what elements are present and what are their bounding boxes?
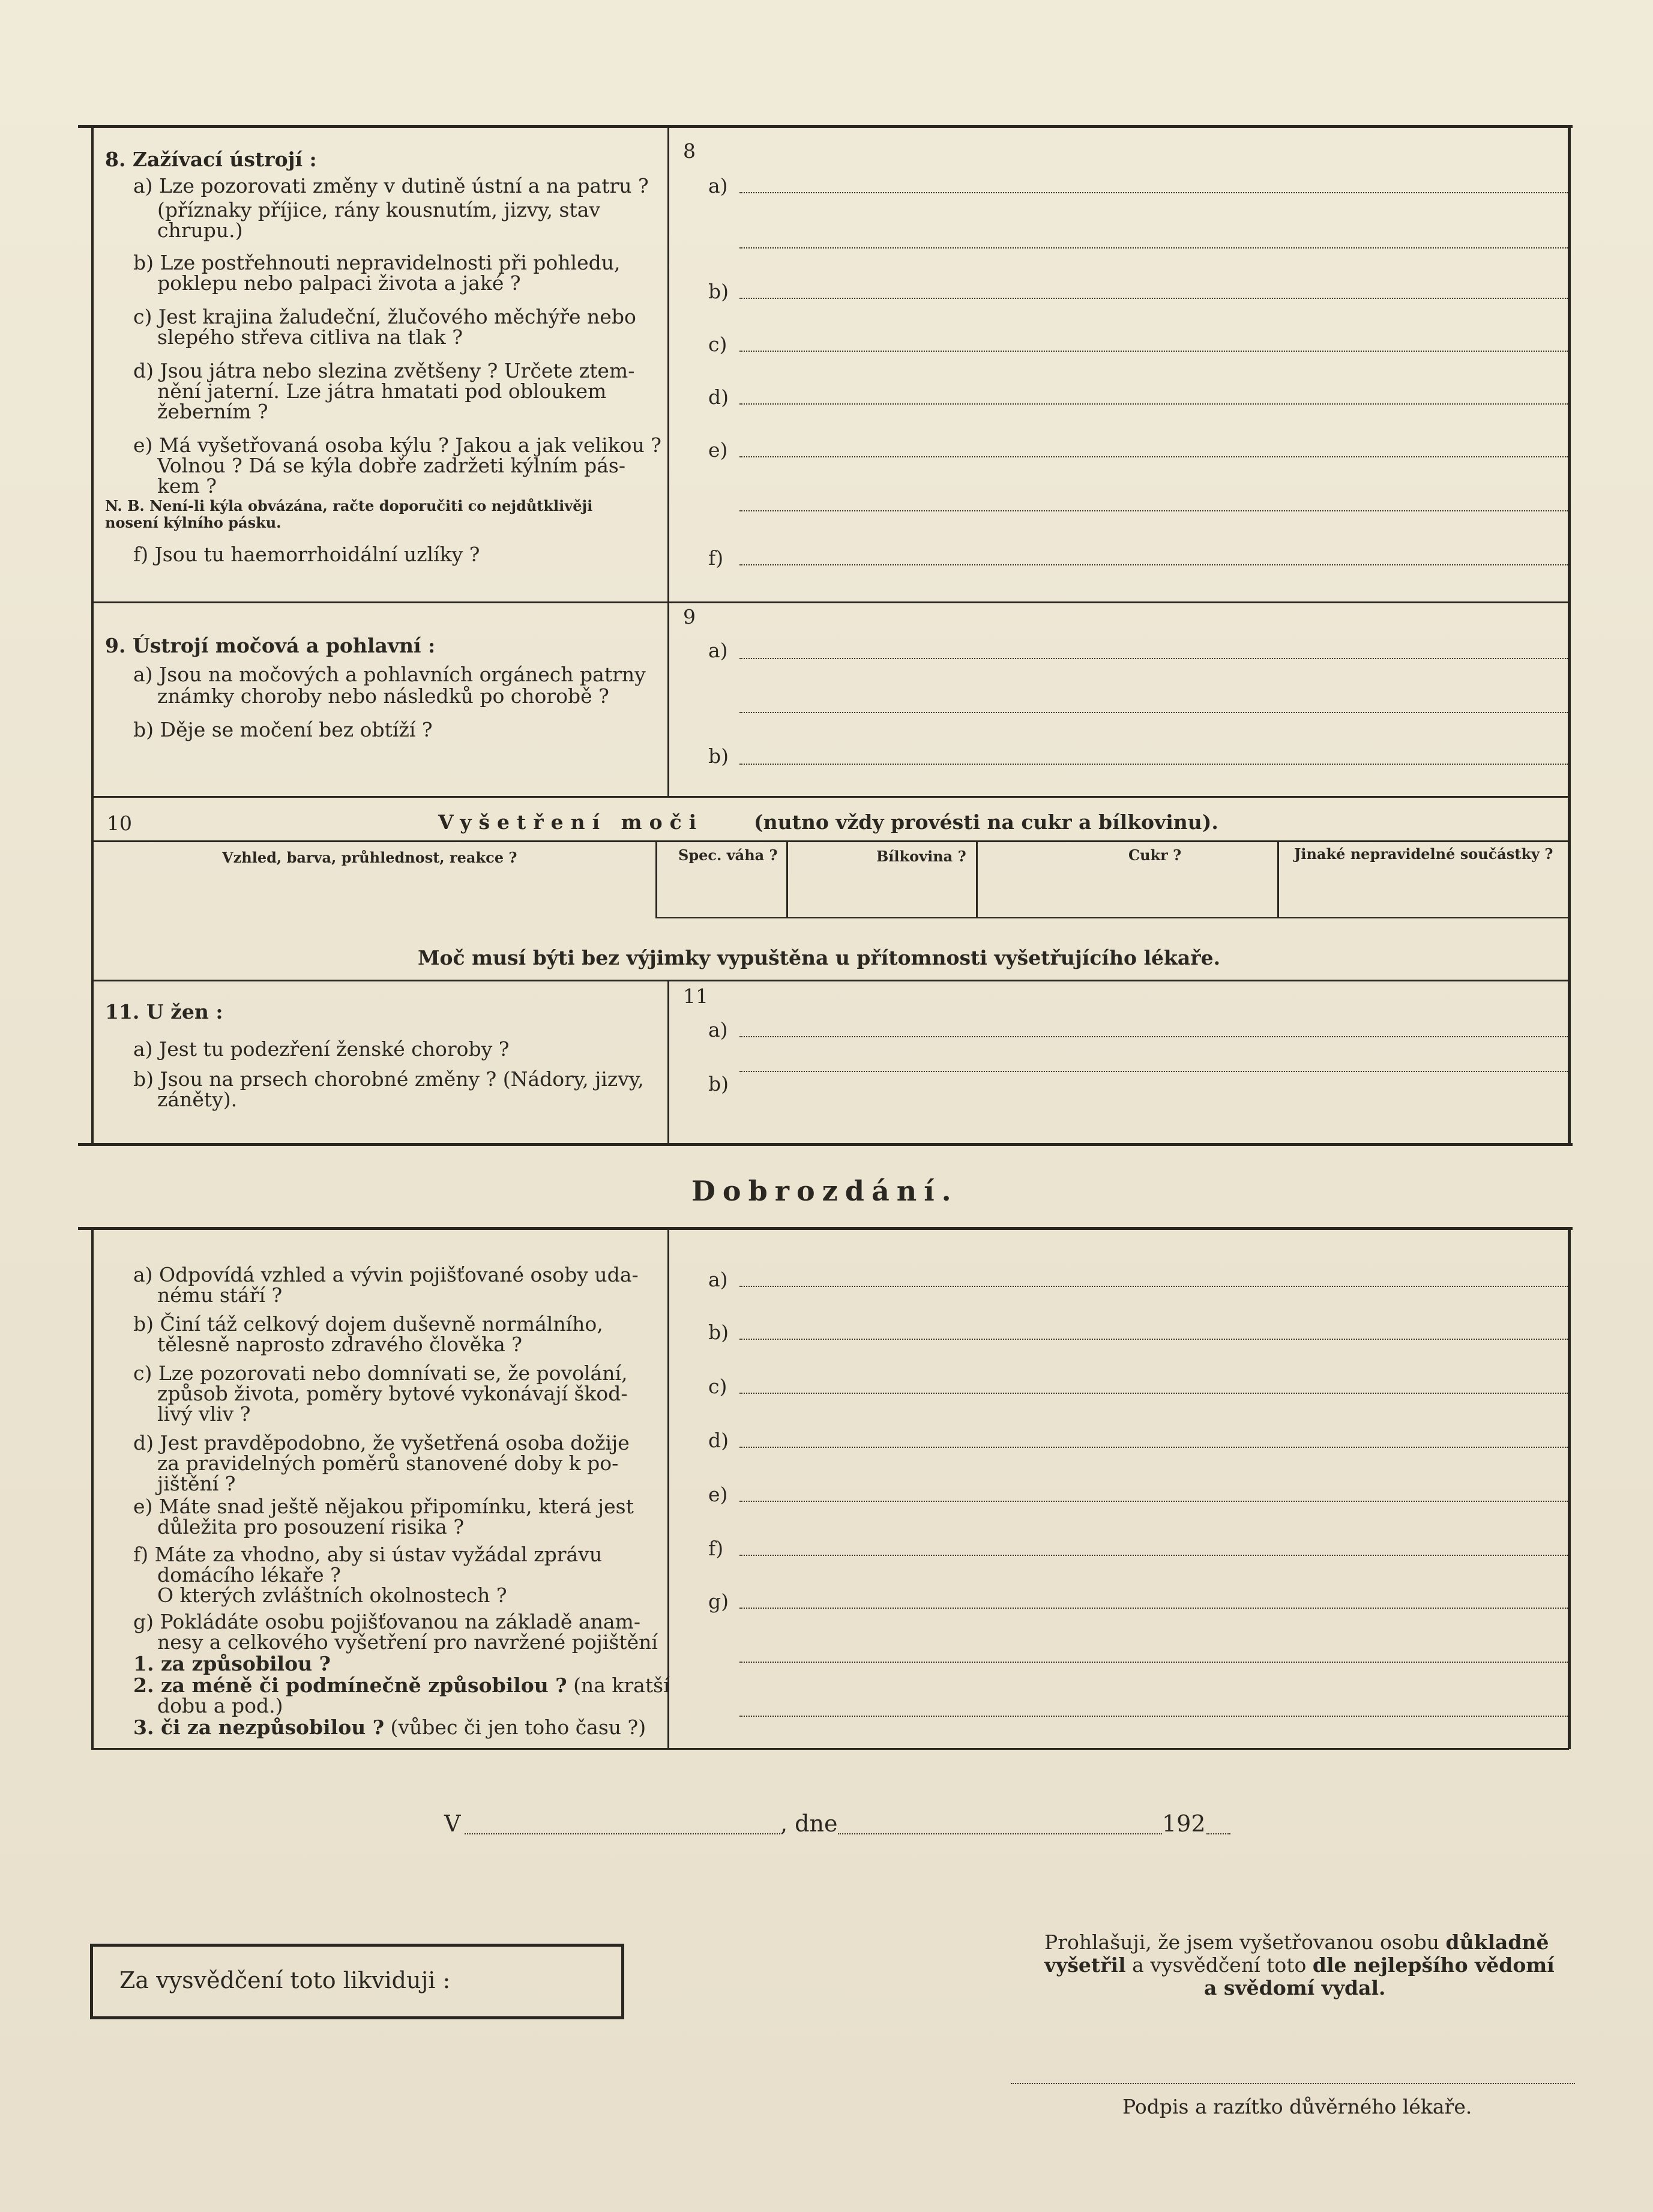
s8-answer-a-line2[interactable] <box>739 247 1568 249</box>
liquidation-label: Za vysvědčení toto likviduji : <box>119 1967 451 1994</box>
dob-q-e-2: důležita pro posouzení risika ? <box>157 1515 465 1538</box>
right-border <box>1568 125 1571 1145</box>
dob-q-c-1: c) Lze pozorovati nebo domnívati se, že povolání, <box>133 1361 628 1385</box>
section-11-title: 11. U žen : <box>105 1000 223 1023</box>
s9-answer-a-line2[interactable] <box>739 712 1568 713</box>
s10-title: Vyšetření moči <box>438 810 704 834</box>
upper-table-bottom-rule <box>78 1143 1573 1146</box>
dobrozdani-right-border <box>1568 1227 1571 1749</box>
s10-col-spec-gravity: Spec. váha ? <box>678 846 778 864</box>
dob-answer-g-line[interactable] <box>739 1608 1568 1609</box>
s8-answer-b-line[interactable] <box>739 298 1568 299</box>
declaration-line-2-text: a vysvědčení toto <box>1125 1953 1313 1977</box>
dob-q-b-1: b) Činí táž celkový dojem duševně normálního, <box>133 1312 603 1336</box>
s9-q-a-2: známky choroby nebo následků po chorobě ? <box>157 684 609 708</box>
date-field[interactable] <box>838 1833 1162 1834</box>
s8-q-b-2: poklepu nebo palpaci života a jaké ? <box>157 271 521 295</box>
dob-letter-b: b) <box>708 1321 729 1344</box>
dob-q-g-option-2-cont: dobu a pod.) <box>157 1694 283 1717</box>
s10-col-div-3 <box>976 840 978 918</box>
declaration-line-3: a svědomí vydal. <box>1204 1976 1386 2000</box>
s8-q-e-1: e) Má vyšetřovaná osoba kýlu ? Jakou a jak velikou ? <box>133 433 661 457</box>
s10-col-other: Jinaké nepravidelné součástky ? <box>1294 845 1553 863</box>
dob-letter-e: e) <box>708 1483 728 1506</box>
dob-answer-d-line[interactable] <box>739 1447 1568 1448</box>
dob-q-d-2: za pravidelných poměrů stanovené doby k po- <box>157 1451 619 1475</box>
dob-q-g-1: g) Pokládáte osobu pojišťovanou na základě anam- <box>133 1610 640 1633</box>
date-label: , dne <box>780 1810 838 1837</box>
year-prefix: 192 <box>1162 1810 1206 1837</box>
dob-q-g-option-3-bold: 3. či za nezpůsobilou ? <box>133 1716 385 1739</box>
s8-letter-e: e) <box>708 438 728 462</box>
left-border <box>91 125 94 1145</box>
center-divider-upper <box>667 125 669 796</box>
s11-letter-a: a) <box>708 1018 728 1041</box>
s8-q-d-2: nění jaterní. Lze játra hmatati pod obloukem <box>157 379 607 403</box>
s8-answer-a-line[interactable] <box>739 192 1568 193</box>
s9-answer-b-line[interactable] <box>739 764 1568 765</box>
declaration-line-1-text: Prohlašuji, že jsem vyšetřovanou osobu <box>1044 1930 1446 1954</box>
s8-q-c-2: slepého střeva citliva na tlak ? <box>157 325 463 349</box>
s10-col-div-4 <box>1277 840 1279 918</box>
dob-q-g-option-1: 1. za způsobilou ? <box>133 1652 331 1675</box>
s10-col-protein: Bílkovina ? <box>876 848 966 865</box>
divider-10-11 <box>91 980 1569 981</box>
dobrozdani-center-divider <box>667 1227 669 1749</box>
s11-q-b-1: b) Jsou na prsech chorobné změny ? (Nádory, jizvy, <box>133 1067 644 1091</box>
liquidation-box[interactable] <box>90 1944 624 2019</box>
s9-answer-number: 9 <box>683 605 696 628</box>
s10-col-div-2 <box>786 840 788 918</box>
dob-q-c-3: livý vliv ? <box>157 1402 251 1426</box>
dobrozdani-heading: Dobrozdání. <box>691 1175 959 1207</box>
signature-line[interactable] <box>1011 2083 1575 2084</box>
dob-q-d-1: d) Jest pravděpodobno, že vyšetřená osoba dožije <box>133 1431 630 1454</box>
dob-q-g-option-2-note: (na kratší <box>567 1674 670 1697</box>
dob-letter-g: g) <box>708 1590 729 1613</box>
s8-q-a-1: a) Lze pozorovati změny v dutině ústní a na patru ? <box>133 174 649 197</box>
s10-col-appearance: Vzhled, barva, průhlednost, reakce ? <box>222 849 517 866</box>
s9-q-a-1: a) Jsou na močových a pohlavních orgánech patrny <box>133 663 646 686</box>
dob-q-g-option-2-bold: 2. za méně či podmínečně způsobilou ? <box>133 1674 567 1697</box>
year-field[interactable] <box>1206 1833 1230 1834</box>
s9-answer-a-line[interactable] <box>739 658 1568 659</box>
s8-answer-e-line[interactable] <box>739 456 1568 457</box>
s11-answer-a-line[interactable] <box>739 1036 1568 1037</box>
dob-q-g-option-3-note: (vůbec či jen toho času ?) <box>384 1716 646 1739</box>
s8-letter-c: c) <box>708 333 727 356</box>
s8-q-e-3: kem ? <box>157 474 217 498</box>
dob-answer-b-line[interactable] <box>739 1339 1568 1340</box>
declaration-line-1-bold: důkladně <box>1445 1930 1549 1954</box>
s10-col-sugar: Cukr ? <box>1128 846 1182 864</box>
s8-answer-c-line[interactable] <box>739 351 1568 352</box>
dob-q-d-3: jištění ? <box>157 1472 236 1495</box>
declaration-line-2-bold-a: vyšetřil <box>1044 1953 1126 1977</box>
dobrozdani-left-border <box>91 1227 94 1749</box>
s8-q-a-2: (příznaky příjice, rány kousnutím, jizvy, stav <box>157 198 601 222</box>
declaration-line-2-bold-b: dle nejlepšího vědomí <box>1312 1953 1555 1977</box>
s8-q-f-1: f) Jsou tu haemorrhoidální uzlíky ? <box>133 543 480 566</box>
divider-8-9 <box>91 601 1569 603</box>
section-8-title: 8. Zažívací ústrojí : <box>105 148 317 171</box>
s11-q-a-1: a) Jest tu podezření ženské choroby ? <box>133 1037 510 1061</box>
s8-q-d-1: d) Jsou játra nebo slezina zvětšeny ? Určete ztem- <box>133 359 635 382</box>
s8-q-c-1: c) Jest krajina žaludeční, žlučového měchýře nebo <box>133 305 636 328</box>
divider-9-10 <box>91 796 1569 798</box>
dob-q-e-1: e) Máte snad ještě nějakou připomínku, která jest <box>133 1495 634 1518</box>
dob-q-g-option-3 <box>133 1716 646 1740</box>
dob-answer-e-line[interactable] <box>739 1501 1568 1502</box>
s9-letter-a: a) <box>708 639 728 662</box>
signature-label: Podpis a razítko důvěrného lékaře. <box>1122 2095 1472 2118</box>
place-label: V <box>444 1810 461 1837</box>
dob-q-a-2: nému stáří ? <box>157 1283 283 1307</box>
s11-answer-a-line2[interactable] <box>739 1071 1568 1072</box>
center-divider-lower <box>667 981 669 1143</box>
s8-q-b-1: b) Lze postřehnouti nepravidelnosti při pohledu, <box>133 251 621 274</box>
declaration-line-2 <box>1044 1953 1555 1977</box>
s8-nb-2: nosení kýlního pásku. <box>105 514 282 531</box>
top-rule <box>78 125 1573 128</box>
dob-q-b-2: tělesně naprosto zdravého člověka ? <box>157 1333 523 1356</box>
dob-q-a-1: a) Odpovídá vzhled a vývin pojišťované osoby uda- <box>133 1263 639 1286</box>
s8-q-d-3: žeberním ? <box>157 400 268 423</box>
s8-q-a-3: chrupu.) <box>157 218 243 242</box>
s11-q-b-2: záněty). <box>157 1088 238 1111</box>
dob-answer-g-line3[interactable] <box>739 1716 1568 1717</box>
dob-q-f-3: O kterých zvláštních okolnostech ? <box>157 1584 507 1607</box>
dob-q-f-2: domácího lékaře ? <box>157 1563 341 1587</box>
dob-q-g-2: nesy a celkového vyšetření pro navržené pojištění <box>157 1630 658 1654</box>
s8-q-e-2: Volnou ? Dá se kýla dobře zadržeti kýlním pás- <box>157 454 625 477</box>
dob-q-f-1: f) Máte za vhodno, aby si ústav vyžádal zprávu <box>133 1543 603 1566</box>
s8-letter-a: a) <box>708 174 728 197</box>
dob-q-c-2: způsob života, poměry bytové vykonávají škod- <box>157 1382 628 1405</box>
s9-q-b-1: b) Děje se močení bez obtíží ? <box>133 718 433 741</box>
s8-answer-d-line[interactable] <box>739 403 1568 405</box>
dob-answer-f-line[interactable] <box>739 1555 1568 1556</box>
dob-answer-c-line[interactable] <box>739 1393 1568 1394</box>
s10-number: 10 <box>107 812 132 835</box>
s11-letter-b: b) <box>708 1072 729 1095</box>
dobrozdani-bottom-rule <box>91 1748 1569 1750</box>
declaration-line-1 <box>1044 1930 1549 1954</box>
s8-answer-number: 8 <box>683 139 696 163</box>
dob-answer-g-line2[interactable] <box>739 1662 1568 1663</box>
s9-letter-b: b) <box>708 744 729 768</box>
dob-letter-d: d) <box>708 1429 729 1452</box>
s8-letter-f: f) <box>708 546 724 570</box>
s11-answer-number: 11 <box>683 984 708 1008</box>
dobrozdani-top-rule <box>78 1227 1573 1230</box>
dob-letter-f: f) <box>708 1537 724 1560</box>
s8-nb-1: N. B. Není-li kýla obvázána, račte doporučiti co nejdůtklivěji <box>105 497 593 514</box>
dob-answer-a-line[interactable] <box>739 1286 1568 1287</box>
dob-letter-c: c) <box>708 1375 727 1398</box>
place-field[interactable] <box>465 1833 780 1834</box>
s8-letter-d: d) <box>708 385 729 409</box>
dob-letter-a: a) <box>708 1268 728 1291</box>
s10-cells-bottom <box>655 917 1569 918</box>
s8-letter-b: b) <box>708 280 729 303</box>
s10-footer: Moč musí býti bez výjimky vypuštěna u přítomnosti vyšetřujícího lékaře. <box>418 946 1221 969</box>
s8-answer-f-line[interactable] <box>739 564 1568 565</box>
s8-answer-e-line2[interactable] <box>739 510 1568 511</box>
s10-header-rule <box>91 840 1569 842</box>
s10-col-div-1 <box>655 840 657 918</box>
s10-title-note: (nutno vždy provésti na cukr a bílkovinu). <box>754 810 1218 834</box>
section-9-title: 9. Ústrojí močová a pohlavní : <box>105 634 436 657</box>
